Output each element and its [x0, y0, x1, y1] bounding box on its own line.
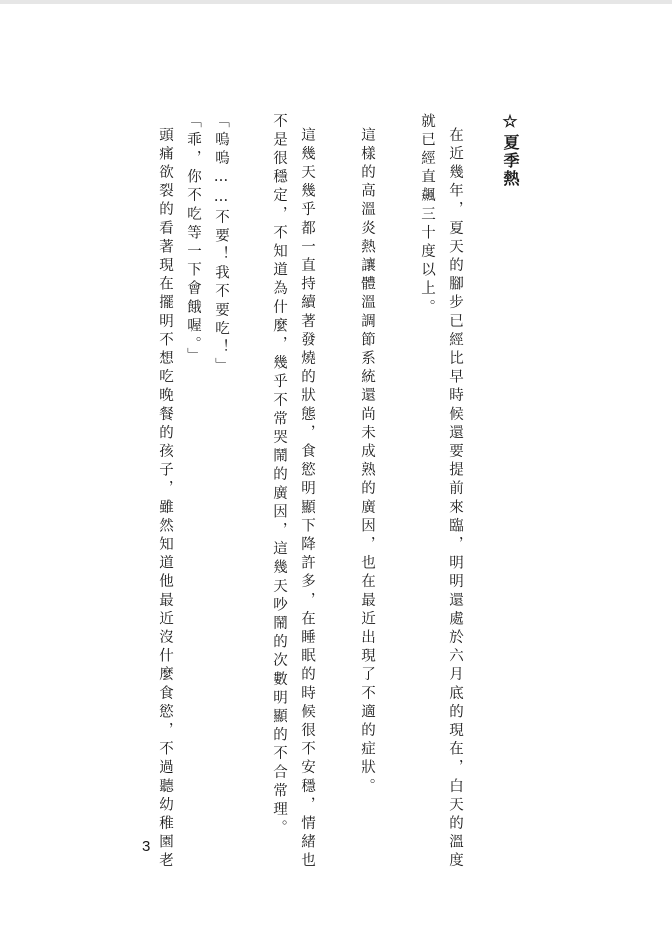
paragraph-1-line-1: 在近幾年，夏天的腳步已經比早時候還要提前來臨，明明還處於六月底的現在，白天的溫度 [447, 127, 463, 871]
paragraph-3-line-1: 這幾天幾乎都一直持續著發燒的狀態，食慾明顯下降許多，在睡眠的時候很不安穩，情緒也 [299, 127, 315, 871]
page-top-edge [0, 0, 672, 4]
paragraph-3-line-2: 不是很穩定，不知道為什麼，幾乎不常哭鬧的廣因，這幾天吵鬧的次數明顯的不合常理。 [271, 113, 287, 839]
paragraph-4: 頭痛欲裂的看著現在擺明不想吃晚餐的孩子，雖然知道他最近沒什麼食慾，不過聽幼稚園老 [157, 127, 173, 871]
chapter-title-text: 夏季熱 [501, 134, 520, 188]
chapter-title [500, 112, 520, 188]
paragraph-2: 這樣的高溫炎熱讓體溫調節系統還尚未成熟的廣因，也在最近出現了不適的症狀。 [359, 127, 375, 797]
page-number: 3 [142, 838, 151, 855]
dialogue-2: 「乖，你不吃等一下會餓喔。」 [185, 113, 201, 367]
paragraph-1-line-2: 就已經直飆三十度以上。 [419, 113, 435, 318]
dialogue-1: 「嗚嗚……不要！我不要吃！」 [213, 113, 229, 377]
star-icon: ☆ [500, 112, 520, 134]
